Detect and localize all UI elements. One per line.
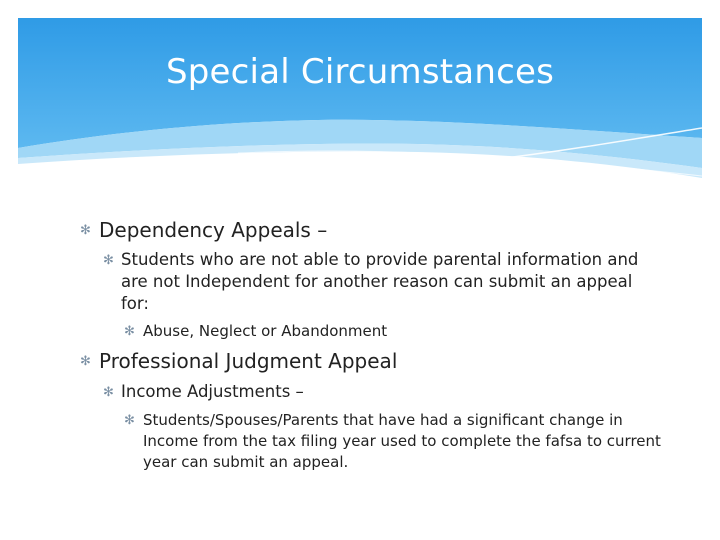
bullet-text: Income Adjustments –: [121, 382, 304, 401]
asterisk-bullet-icon: ✻: [80, 223, 91, 238]
asterisk-bullet-icon: ✻: [124, 413, 135, 428]
asterisk-bullet-icon: ✻: [80, 354, 91, 369]
slide-title: Special Circumstances: [165, 52, 555, 92]
bullet-text: Students who are not able to provide parental information and are not Independent for another reason can submit an appeal for:: [121, 250, 639, 313]
bullet-text: Professional Judgment Appeal: [99, 349, 398, 373]
bullet-text: Abuse, Neglect or Abandonment: [143, 322, 388, 340]
asterisk-bullet-icon: ✻: [103, 385, 114, 400]
asterisk-bullet-icon: ✻: [124, 324, 135, 339]
title-banner-graphic: [18, 18, 702, 198]
bullet-text: Dependency Appeals –: [99, 218, 328, 242]
asterisk-bullet-icon: ✻: [103, 253, 114, 268]
bullet-text: Students/Spouses/Parents that have had a significant change in Income from the tax filing year used to complete the fafsa to current year can submit an appeal.: [143, 411, 661, 471]
title-banner: [18, 18, 702, 198]
